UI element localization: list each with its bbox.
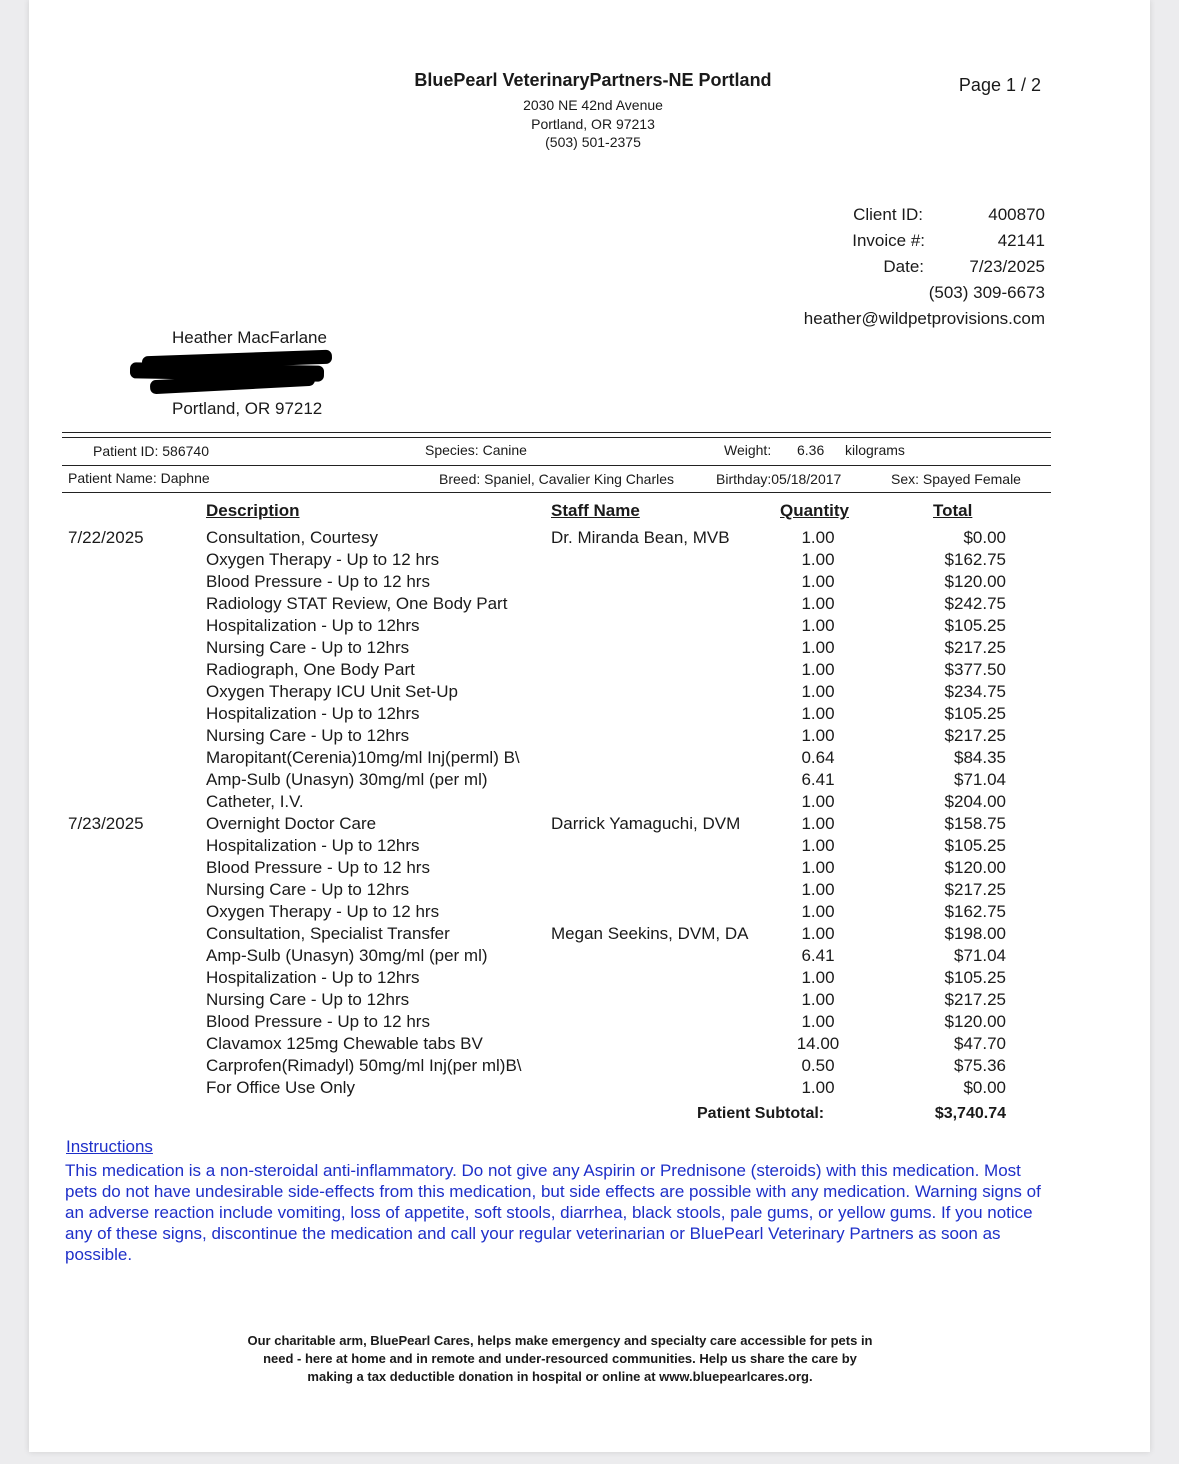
client-id-value: 400870 [988,205,1045,224]
row-description: Clavamox 125mg Chewable tabs BV [206,1034,483,1053]
row-total: $162.75 [944,902,1006,921]
row-quantity: 1.00 [801,638,835,657]
row-quantity: 1.00 [801,704,835,723]
row-quantity: 1.00 [801,594,835,613]
row-description: Hospitalization - Up to 12hrs [206,968,420,987]
row-date: 7/23/2025 [68,814,144,833]
row-quantity: 1.00 [801,836,835,855]
client-name: Heather MacFarlane [172,328,327,347]
row-quantity: 1.00 [801,726,835,745]
row-total: $162.75 [944,550,1006,569]
row-staff: Megan Seekins, DVM, DA [551,924,749,943]
row-quantity: 1.00 [801,902,835,921]
clinic-name: BluePearl VeterinaryPartners-NE Portland [414,70,772,90]
row-total: $377.50 [944,660,1006,679]
row-total: $204.00 [944,792,1006,811]
row-total: $234.75 [944,682,1006,701]
instructions-body: This medication is a non-steroidal anti-inflammatory. Do not give any Aspirin or Prednisone (steroids) with this medication. Most pets do not have undesirable side-effects from this medication, but side effects are possible with any medication. Warning signs of an adverse reaction include vomiting, loss of appetite, soft stools, diarrhea, black stools, pale gums, or yellow gums. If you notice any of these signs, discontinue the medication and call your regular veterinarian or BluePearl Veterinary Partners as soon as possible. [65,1161,1041,1264]
row-total: $71.04 [954,946,1006,965]
row-quantity: 1.00 [801,990,835,1009]
row-quantity: 0.50 [801,1056,835,1075]
row-quantity: 6.41 [801,946,835,965]
row-date: 7/22/2025 [68,528,144,547]
header-staff-name: Staff Name [551,501,640,520]
row-quantity: 1.00 [801,814,835,833]
patient-weight-unit: kilograms [845,442,905,458]
row-quantity: 1.00 [801,550,835,569]
footer-note: Our charitable arm, BluePearl Cares, helps make emergency and specialty care accessible for pets in need - here at home and in remote and under-resourced communities. Help us share the care by making a tax deductible donation in hospital or online at www.bluepearlcares.org. [247,1333,873,1384]
row-quantity: 14.00 [796,1034,840,1053]
patient-name: Patient Name: Daphne [68,470,210,486]
row-total: $217.25 [944,726,1006,745]
clinic-phone: (503) 501-2375 [545,134,641,150]
clinic-address-line2: Portland, OR 97213 [531,116,655,132]
row-description: Maropitant(Cerenia)10mg/ml Inj(perml) B\ [206,748,520,767]
divider-bottom [62,492,1051,493]
patient-birthday: Birthday:05/18/2017 [716,471,842,487]
row-quantity: 1.00 [801,968,835,987]
row-description: Oxygen Therapy ICU Unit Set-Up [206,682,458,701]
row-description: Nursing Care - Up to 12hrs [206,880,410,899]
row-description: Blood Pressure - Up to 12 hrs [206,572,430,591]
row-description: Nursing Care - Up to 12hrs [206,990,410,1009]
row-total: $105.25 [944,704,1006,723]
divider-top-double [62,437,1051,438]
row-description: Catheter, I.V. [206,792,304,811]
row-description: Nursing Care - Up to 12hrs [206,638,410,657]
client-id-label: Client ID: [853,205,923,224]
row-total: $120.00 [944,1012,1006,1031]
client-email: heather@wildpetprovisions.com [803,309,1045,328]
row-total: $120.00 [944,858,1006,877]
row-description: Oxygen Therapy - Up to 12 hrs [206,550,440,569]
invoice-date-value: 7/23/2025 [969,257,1045,276]
invoice-number-label: Invoice #: [852,231,925,250]
row-quantity: 1.00 [801,572,835,591]
row-total: $120.00 [944,572,1006,591]
row-description: Consultation, Specialist Transfer [206,924,450,943]
header-description: Description [206,501,300,520]
row-description: Amp-Sulb (Unasyn) 30mg/ml (per ml) [206,770,488,789]
row-quantity: 1.00 [801,660,835,679]
row-total: $217.25 [944,880,1006,899]
row-total: $158.75 [944,814,1006,833]
row-description: Consultation, Courtesy [206,528,378,547]
header-quantity: Quantity [780,501,849,520]
divider-top [62,432,1051,433]
row-description: Nursing Care - Up to 12hrs [206,726,410,745]
row-description: Overnight Doctor Care [206,814,377,833]
subtotal-value: $3,740.74 [934,1105,1006,1122]
row-description: Carprofen(Rimadyl) 50mg/ml Inj(per ml)B\ [206,1056,522,1075]
row-description: Radiograph, One Body Part [206,660,415,679]
row-total: $71.04 [954,770,1006,789]
row-description: Blood Pressure - Up to 12 hrs [206,1012,430,1031]
row-staff: Dr. Miranda Bean, MVB [551,528,730,547]
row-staff: Darrick Yamaguchi, DVM [551,814,741,833]
row-total: $217.25 [944,638,1006,657]
page-number: Page 1 / 2 [958,75,1041,95]
patient-id: Patient ID: 586740 [93,443,209,459]
row-quantity: 1.00 [801,616,835,635]
row-total: $0.00 [963,1078,1006,1097]
row-quantity: 0.64 [801,748,835,767]
patient-weight-label: Weight: [724,442,772,458]
row-total: $0.00 [963,528,1006,547]
row-total: $217.25 [944,990,1006,1009]
row-total: $105.25 [944,616,1006,635]
patient-species: Species: Canine [425,442,527,458]
row-quantity: 1.00 [801,858,835,877]
row-description: Hospitalization - Up to 12hrs [206,616,420,635]
divider-middle [62,465,1051,466]
invoice-number-value: 42141 [997,231,1045,250]
patient-sex: Sex: Spayed Female [891,471,1021,487]
row-description: Blood Pressure - Up to 12 hrs [206,858,430,877]
row-total: $242.75 [944,594,1006,613]
row-description: For Office Use Only [206,1078,355,1097]
patient-breed: Breed: Spaniel, Cavalier King Charles [439,471,675,487]
row-total: $105.25 [944,836,1006,855]
instructions-title: Instructions [66,1137,153,1156]
client-city: Portland, OR 97212 [172,399,323,418]
header-total: Total [933,501,973,520]
client-phone: (503) 309-6673 [928,283,1045,302]
row-quantity: 1.00 [801,528,835,547]
row-total: $47.70 [954,1034,1006,1053]
patient-weight-value: 6.36 [797,442,825,458]
subtotal-label: Patient Subtotal: [697,1105,825,1122]
row-quantity: 1.00 [801,792,835,811]
row-quantity: 1.00 [801,1078,835,1097]
row-total: $198.00 [944,924,1006,943]
clinic-address-line1: 2030 NE 42nd Avenue [523,97,663,113]
row-quantity: 1.00 [801,880,835,899]
row-description: Hospitalization - Up to 12hrs [206,836,420,855]
row-quantity: 1.00 [801,1012,835,1031]
row-description: Amp-Sulb (Unasyn) 30mg/ml (per ml) [206,946,488,965]
row-total: $84.35 [954,748,1006,767]
row-quantity: 6.41 [801,770,835,789]
row-description: Hospitalization - Up to 12hrs [206,704,420,723]
row-quantity: 1.00 [801,682,835,701]
invoice-date-label: Date: [883,257,924,276]
row-quantity: 1.00 [801,924,835,943]
row-total: $105.25 [944,968,1006,987]
row-total: $75.36 [954,1056,1006,1075]
row-description: Oxygen Therapy - Up to 12 hrs [206,902,440,921]
row-description: Radiology STAT Review, One Body Part [206,594,508,613]
